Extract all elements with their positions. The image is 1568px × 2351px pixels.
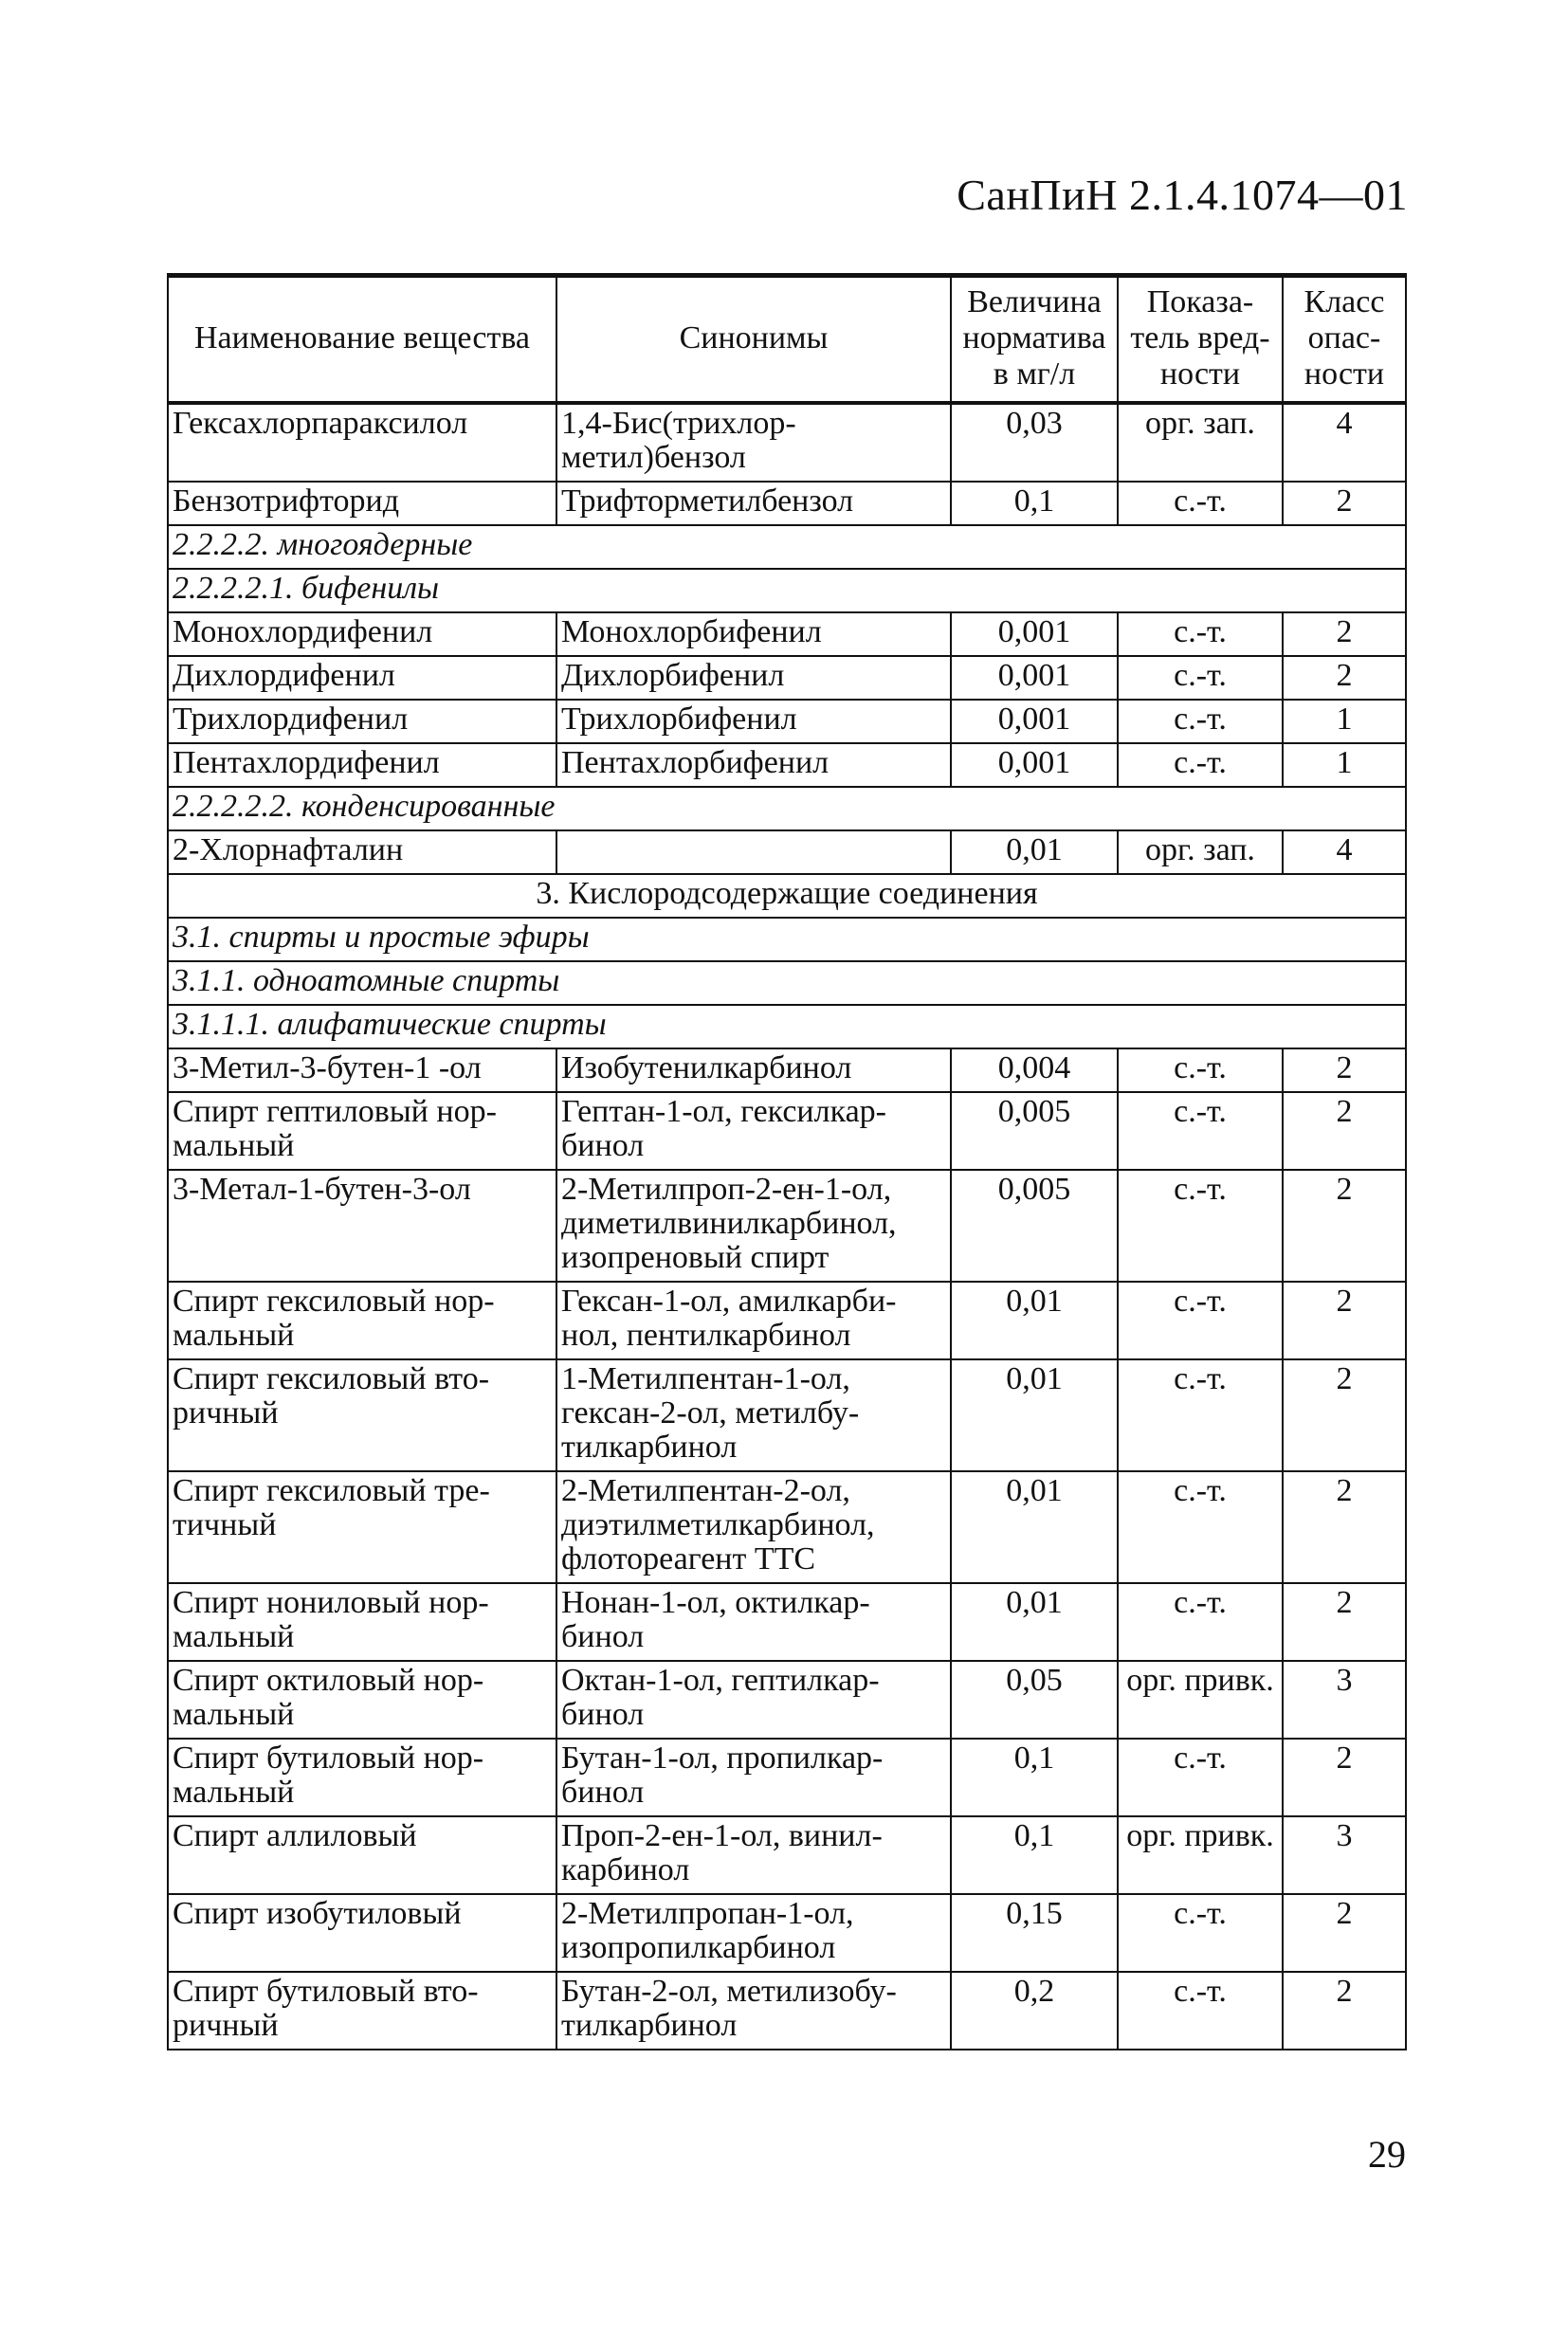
norm-value-cell: 0,03 <box>951 403 1118 482</box>
synonyms-cell: Монохлорбифенил <box>556 612 951 656</box>
synonyms-cell: 2-Метилпропан-1-ол, изопропилкарбинол <box>556 1894 951 1972</box>
norm-value-cell: 0,01 <box>951 1359 1118 1471</box>
synonyms-cell: Октан-1-ол, гептилкар-бинол <box>556 1661 951 1739</box>
harm-indicator-cell: с.-т. <box>1118 1359 1283 1471</box>
harm-indicator-cell: с.-т. <box>1118 743 1283 787</box>
norm-value-cell: 0,004 <box>951 1048 1118 1092</box>
table-row <box>168 403 1406 482</box>
column-header-class: Класс опас-ности <box>1283 276 1406 404</box>
substance-name-cell: Спирт изобутиловый <box>168 1894 556 1972</box>
hazard-class-cell: 1 <box>1283 743 1406 787</box>
harm-indicator-cell: с.-т. <box>1118 1583 1283 1661</box>
substance-name-cell: Гексахлорпараксилол <box>168 403 556 482</box>
section-heading: 2.2.2.2.2. конденсированные <box>168 787 1406 830</box>
table-row <box>168 612 1406 656</box>
norms-table <box>167 273 1407 2050</box>
synonyms-cell: 1-Метилпентан-1-ол, гексан-2-ол, метилбу-тилкарбинол <box>556 1359 951 1471</box>
harm-indicator-cell: с.-т. <box>1118 1894 1283 1972</box>
hazard-class-cell: 3 <box>1283 1661 1406 1739</box>
hazard-class-cell: 2 <box>1283 1048 1406 1092</box>
synonyms-cell: Бутан-1-ол, пропилкар-бинол <box>556 1739 951 1816</box>
substance-name-cell: Трихлордифенил <box>168 700 556 743</box>
harm-indicator-cell: орг. привк. <box>1118 1661 1283 1739</box>
norm-value-cell: 0,2 <box>951 1972 1118 2050</box>
hazard-class-cell: 2 <box>1283 1739 1406 1816</box>
norm-value-cell: 0,01 <box>951 1471 1118 1583</box>
harm-indicator-cell: с.-т. <box>1118 1282 1283 1359</box>
table-row <box>168 656 1406 700</box>
hazard-class-cell: 2 <box>1283 1471 1406 1583</box>
page-number: 29 <box>1368 2133 1406 2176</box>
harm-indicator-cell: с.-т. <box>1118 1739 1283 1816</box>
column-header-synonyms: Синонимы <box>556 276 951 404</box>
substance-name-cell: Дихлордифенил <box>168 656 556 700</box>
norm-value-cell: 0,15 <box>951 1894 1118 1972</box>
table-row <box>168 1092 1406 1170</box>
norm-value-cell: 0,005 <box>951 1170 1118 1282</box>
harm-indicator-cell: с.-т. <box>1118 1092 1283 1170</box>
substance-name-cell: 3-Метил-3-бутен-1 -ол <box>168 1048 556 1092</box>
harm-indicator-cell: с.-т. <box>1118 700 1283 743</box>
table-row <box>168 700 1406 743</box>
hazard-class-cell: 2 <box>1283 1170 1406 1282</box>
table-row <box>168 743 1406 787</box>
synonyms-cell: 2-Метилпентан-2-ол, диэтилметилкарбинол, флотореагент ТТС <box>556 1471 951 1583</box>
harm-indicator-cell: с.-т. <box>1118 612 1283 656</box>
norm-value-cell: 0,1 <box>951 482 1118 525</box>
synonyms-cell: Проп-2-ен-1-ол, винил-карбинол <box>556 1816 951 1894</box>
table-header <box>168 276 1406 404</box>
column-header-value: Величина норматива в мг/л <box>951 276 1118 404</box>
column-header-indicator: Показа-тель вред-ности <box>1118 276 1283 404</box>
table-row <box>168 1816 1406 1894</box>
substance-name-cell: Спирт бутиловый вто-ричный <box>168 1972 556 2050</box>
table-row <box>168 1282 1406 1359</box>
harm-indicator-cell: с.-т. <box>1118 656 1283 700</box>
section-row <box>168 569 1406 612</box>
major-section-row <box>168 874 1406 918</box>
norm-value-cell: 0,01 <box>951 830 1118 874</box>
synonyms-cell: Гептан-1-ол, гексилкар-бинол <box>556 1092 951 1170</box>
synonyms-cell: Трихлорбифенил <box>556 700 951 743</box>
synonyms-cell: Гексан-1-ол, амилкарби-нол, пентилкарбинол <box>556 1282 951 1359</box>
norm-value-cell: 0,01 <box>951 1583 1118 1661</box>
hazard-class-cell: 2 <box>1283 482 1406 525</box>
norm-value-cell: 0,1 <box>951 1816 1118 1894</box>
substance-name-cell: Спирт нониловый нор-мальный <box>168 1583 556 1661</box>
table-row <box>168 1739 1406 1816</box>
section-heading: 3.1.1. одноатомные спирты <box>168 961 1406 1005</box>
synonyms-cell: 1,4-Бис(трихлор-метил)бензол <box>556 403 951 482</box>
synonyms-cell <box>556 830 951 874</box>
substance-name-cell: Пентахлордифенил <box>168 743 556 787</box>
substance-name-cell: Спирт октиловый нор-мальный <box>168 1661 556 1739</box>
header-row <box>168 276 1406 404</box>
table-body <box>168 403 1406 2050</box>
column-header-name: Наименование вещества <box>168 276 556 404</box>
table-row <box>168 830 1406 874</box>
norm-value-cell: 0,1 <box>951 1739 1118 1816</box>
synonyms-cell: Нонан-1-ол, октилкар-бинол <box>556 1583 951 1661</box>
substance-name-cell: Бензотрифторид <box>168 482 556 525</box>
harm-indicator-cell: с.-т. <box>1118 1972 1283 2050</box>
norm-value-cell: 0,001 <box>951 743 1118 787</box>
section-heading: 3.1. спирты и простые эфиры <box>168 918 1406 961</box>
hazard-class-cell: 2 <box>1283 1282 1406 1359</box>
norm-value-cell: 0,01 <box>951 1282 1118 1359</box>
hazard-class-cell: 2 <box>1283 1972 1406 2050</box>
major-section-heading: 3. Кислородсодержащие соединения <box>168 874 1406 918</box>
substance-name-cell: Спирт аллиловый <box>168 1816 556 1894</box>
harm-indicator-cell: с.-т. <box>1118 1471 1283 1583</box>
synonyms-cell: Бутан-2-ол, метилизобу-тилкарбинол <box>556 1972 951 2050</box>
table-row <box>168 1972 1406 2050</box>
norm-value-cell: 0,001 <box>951 656 1118 700</box>
substance-name-cell: Спирт гептиловый нор-мальный <box>168 1092 556 1170</box>
harm-indicator-cell: орг. зап. <box>1118 403 1283 482</box>
harm-indicator-cell: с.-т. <box>1118 482 1283 525</box>
hazard-class-cell: 2 <box>1283 1894 1406 1972</box>
norm-value-cell: 0,001 <box>951 700 1118 743</box>
substance-name-cell: Спирт гексиловый вто-ричный <box>168 1359 556 1471</box>
hazard-class-cell: 1 <box>1283 700 1406 743</box>
section-heading: 3.1.1.1. алифатические спирты <box>168 1005 1406 1048</box>
section-heading: 2.2.2.2.1. бифенилы <box>168 569 1406 612</box>
section-row <box>168 525 1406 569</box>
document-code: СанПиН 2.1.4.1074—01 <box>957 171 1408 219</box>
table-row <box>168 1471 1406 1583</box>
table-row <box>168 1048 1406 1092</box>
substance-name-cell: 3-Метал-1-бутен-3-ол <box>168 1170 556 1282</box>
substance-name-cell: Монохлордифенил <box>168 612 556 656</box>
hazard-class-cell: 2 <box>1283 612 1406 656</box>
hazard-class-cell: 2 <box>1283 656 1406 700</box>
table-row <box>168 1170 1406 1282</box>
hazard-class-cell: 3 <box>1283 1816 1406 1894</box>
harm-indicator-cell: орг. привк. <box>1118 1816 1283 1894</box>
section-row <box>168 961 1406 1005</box>
section-row <box>168 918 1406 961</box>
table-row <box>168 1359 1406 1471</box>
table-row <box>168 1661 1406 1739</box>
table-row <box>168 1894 1406 1972</box>
table-row <box>168 482 1406 525</box>
section-heading: 2.2.2.2. многоядерные <box>168 525 1406 569</box>
synonyms-cell: Трифторметилбензол <box>556 482 951 525</box>
table-row <box>168 1583 1406 1661</box>
norm-value-cell: 0,001 <box>951 612 1118 656</box>
hazard-class-cell: 2 <box>1283 1359 1406 1471</box>
substance-name-cell: Спирт гексиловый нор-мальный <box>168 1282 556 1359</box>
hazard-class-cell: 2 <box>1283 1583 1406 1661</box>
section-row <box>168 1005 1406 1048</box>
hazard-class-cell: 4 <box>1283 403 1406 482</box>
synonyms-cell: Пентахлорбифенил <box>556 743 951 787</box>
harm-indicator-cell: орг. зап. <box>1118 830 1283 874</box>
harm-indicator-cell: с.-т. <box>1118 1048 1283 1092</box>
hazard-class-cell: 4 <box>1283 830 1406 874</box>
substance-name-cell: 2-Хлорнафталин <box>168 830 556 874</box>
synonyms-cell: Изобутенилкарбинол <box>556 1048 951 1092</box>
harm-indicator-cell: с.-т. <box>1118 1170 1283 1282</box>
substance-name-cell: Спирт гексиловый тре-тичный <box>168 1471 556 1583</box>
substance-name-cell: Спирт бутиловый нор-мальный <box>168 1739 556 1816</box>
norm-value-cell: 0,05 <box>951 1661 1118 1739</box>
hazard-class-cell: 2 <box>1283 1092 1406 1170</box>
synonyms-cell: 2-Метилпроп-2-ен-1-ол, диметилвинилкарбинол, изопреновый спирт <box>556 1170 951 1282</box>
norm-value-cell: 0,005 <box>951 1092 1118 1170</box>
synonyms-cell: Дихлорбифенил <box>556 656 951 700</box>
section-row <box>168 787 1406 830</box>
